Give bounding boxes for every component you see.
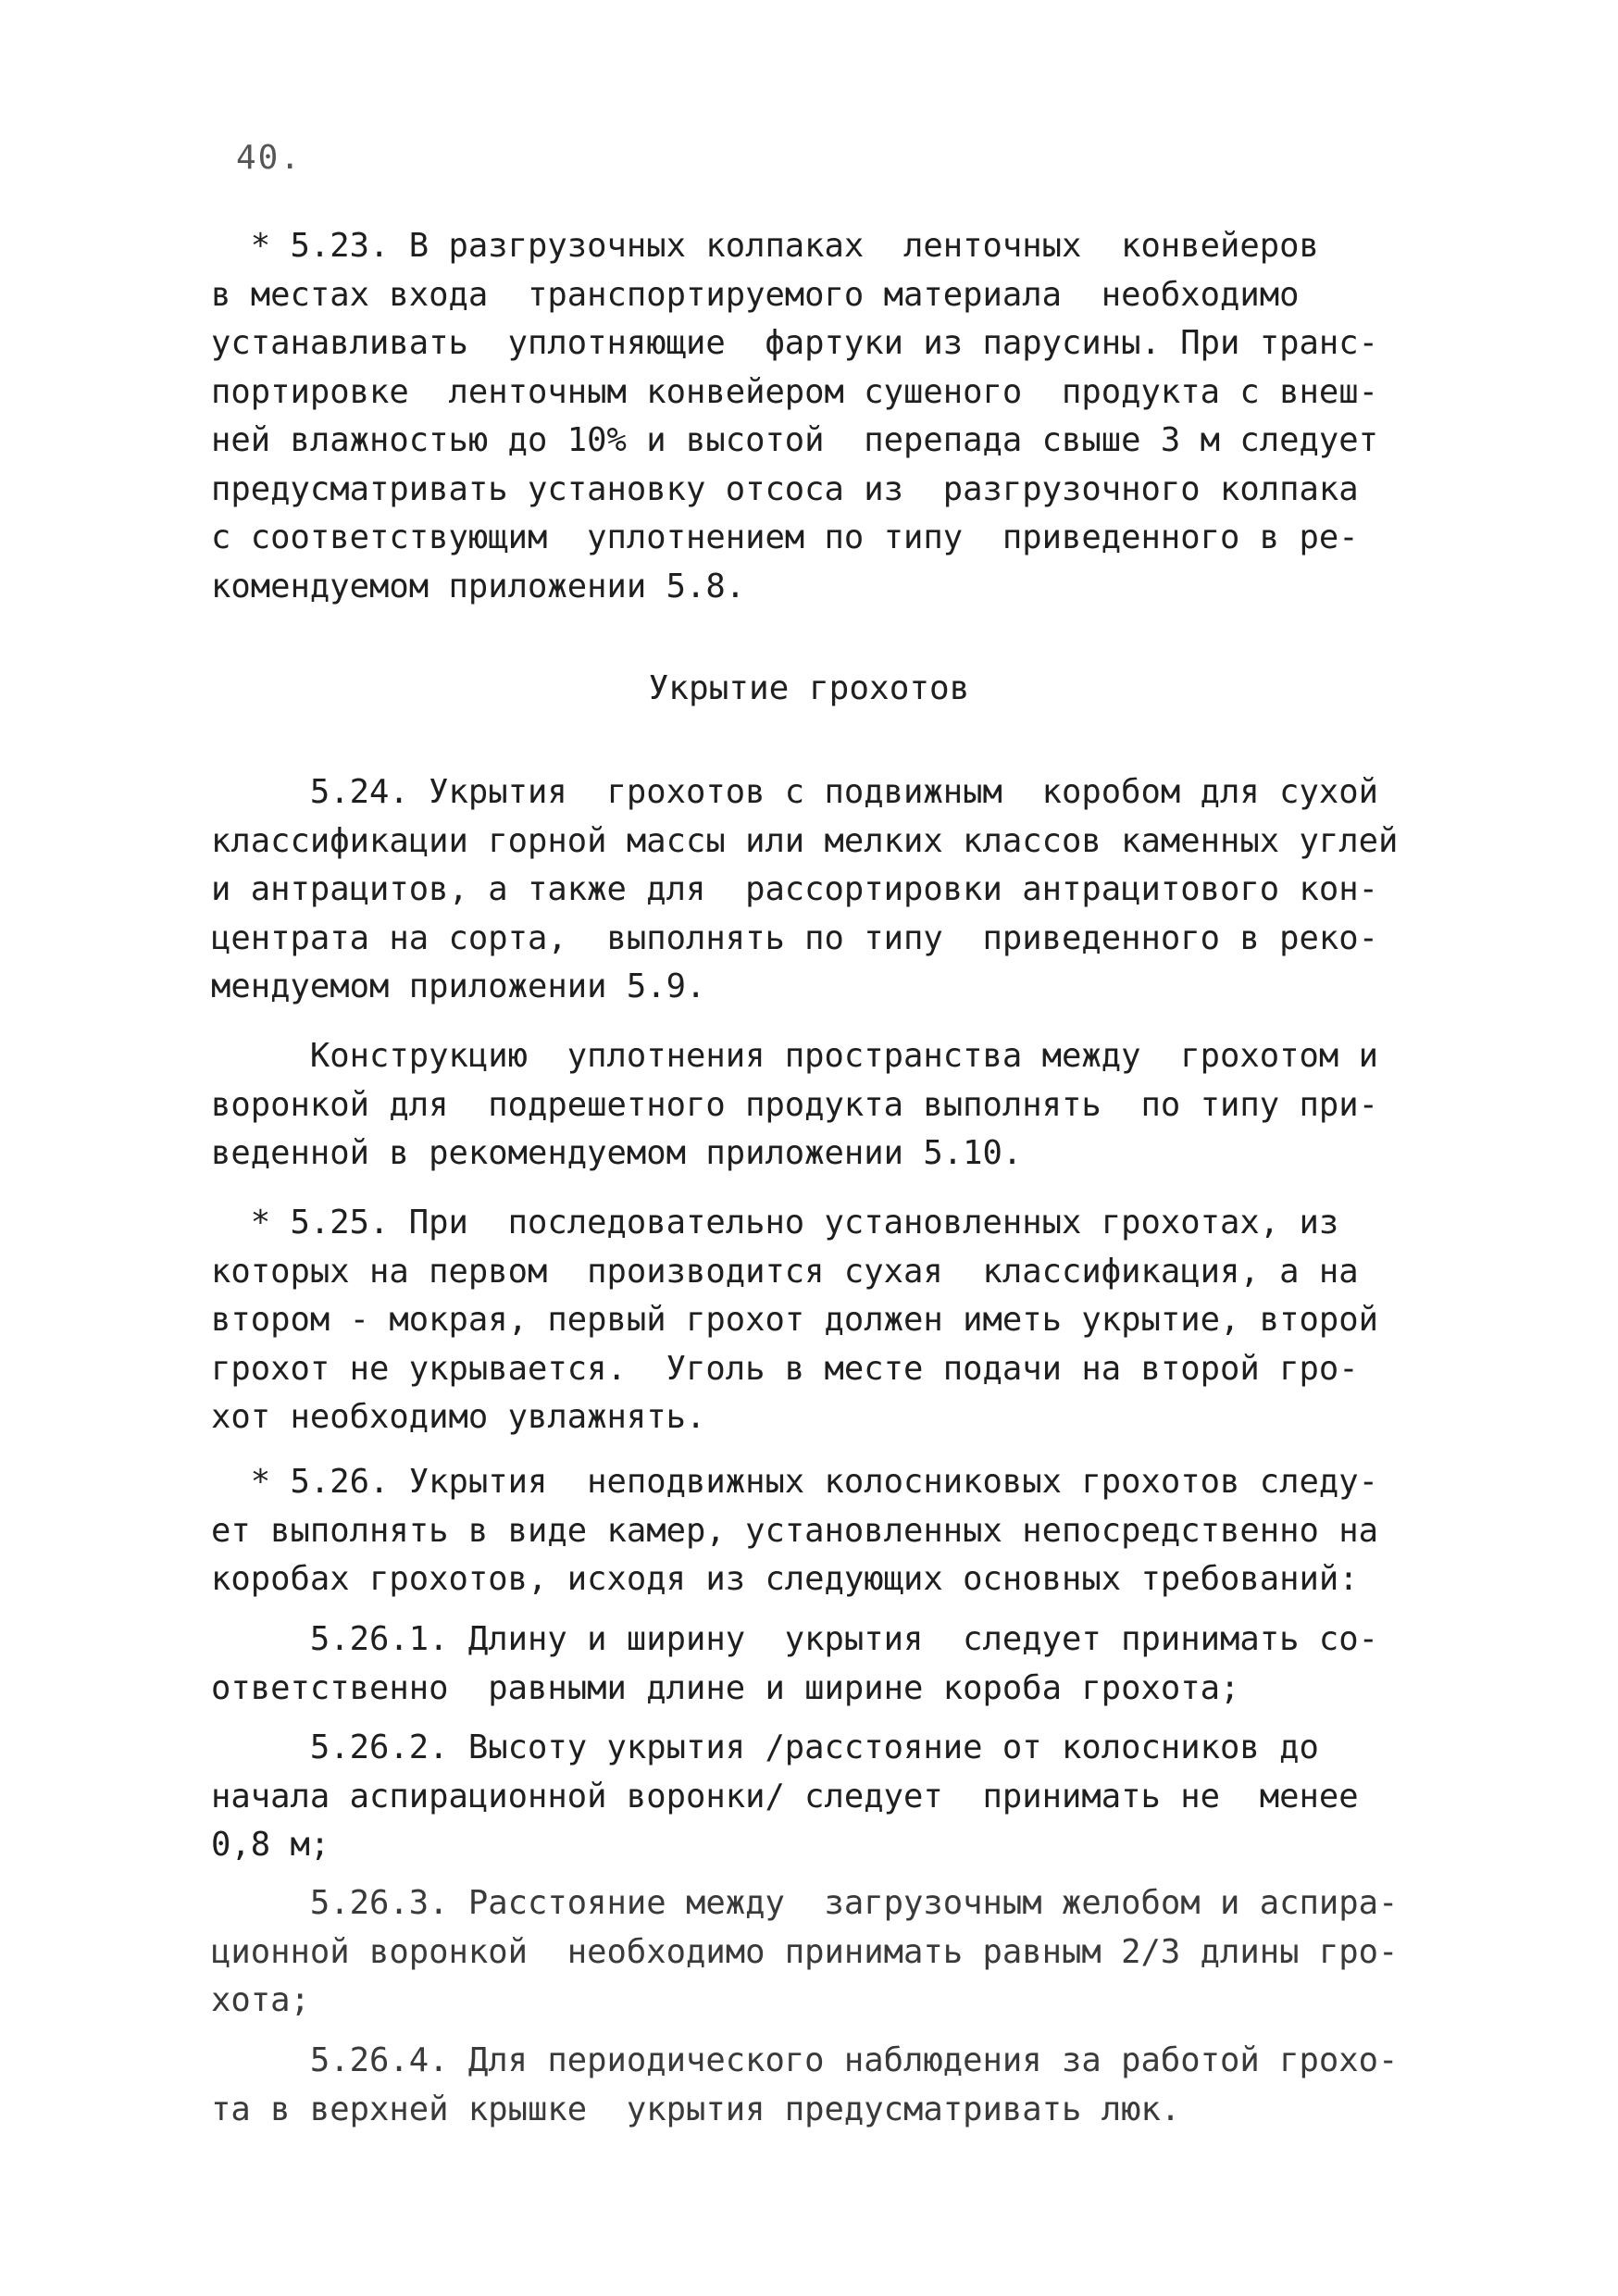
text-line: которых на первом производится сухая классификация, а на bbox=[211, 1252, 1359, 1291]
paragraph-5-26-1 bbox=[211, 1616, 1442, 1713]
paragraph-5-26-2 bbox=[211, 1724, 1442, 1870]
paragraph-5-26-3 bbox=[211, 1879, 1442, 2026]
page-number: 40. bbox=[236, 139, 303, 177]
text-line: веденной в рекомендуемом приложении 5.10. bbox=[211, 1134, 1023, 1172]
text-line: 5.26.1. Длину и ширину укрытия следует принимать со- bbox=[211, 1620, 1378, 1658]
text-line: классификации горной массы или мелких классов каменных углей bbox=[211, 821, 1399, 860]
paragraph-5-26-4 bbox=[211, 2037, 1442, 2134]
text-line: предусматривать установку отсоса из разгрузочного колпака bbox=[211, 469, 1359, 508]
text-line: устанавливать уплотняющие фартуки из парусины. При транс- bbox=[211, 324, 1378, 362]
text-line: коробах грохотов, исходя из следующих основных требований: bbox=[211, 1560, 1359, 1598]
text-line: Конструкцию уплотнения пространства между грохотом и bbox=[211, 1037, 1378, 1075]
text-line: * 5.26. Укрытия неподвижных колосниковых грохотов следу- bbox=[211, 1463, 1378, 1501]
text-line: и антрацитов, а также для рассортировки антрацитового кон- bbox=[211, 870, 1378, 908]
paragraph-5-25 bbox=[211, 1199, 1442, 1442]
paragraph-5-24-construction bbox=[211, 1032, 1442, 1179]
text-line: с соответствующим уплотнением по типу приведенного в ре- bbox=[211, 518, 1359, 556]
text-line: 0,8 м; bbox=[211, 1826, 330, 1864]
text-line: 5.24. Укрытия грохотов с подвижным коробом для сухой bbox=[211, 773, 1378, 811]
text-line: хота; bbox=[211, 1981, 310, 2019]
text-line: ней влажностью до 10% и высотой перепада свыше 3 м следует bbox=[211, 421, 1378, 459]
text-line: 5.26.4. Для периодического наблюдения за работой грохо- bbox=[211, 2041, 1399, 2079]
text-line: мендуемом приложении 5.9. bbox=[211, 967, 706, 1005]
text-line: центрата на сорта, выполнять по типу приведенного в реко- bbox=[211, 918, 1378, 957]
paragraph-5-26 bbox=[211, 1458, 1442, 1604]
paragraph-5-24 bbox=[211, 768, 1442, 1012]
text-line: хот необходимо увлажнять. bbox=[211, 1398, 706, 1436]
text-line: 5.26.3. Расстояние между загрузочным желобом и аспира- bbox=[211, 1884, 1399, 1922]
section-heading: Укрытие грохотов bbox=[648, 669, 970, 707]
text-line: комендуемом приложении 5.8. bbox=[211, 567, 746, 605]
paragraph-5-23 bbox=[211, 222, 1442, 611]
text-line: та в верхней крышке укрытия предусматривать люк. bbox=[211, 2090, 1181, 2128]
text-line: * 5.25. При последовательно установленных грохотах, из bbox=[211, 1204, 1339, 1242]
text-line: 5.26.2. Высоту укрытия /расстояние от колосников до bbox=[211, 1728, 1319, 1766]
text-line: грохот не укрывается. Уголь в месте подачи на второй гро- bbox=[211, 1349, 1359, 1388]
text-line: портировке ленточным конвейером сушеного продукта с внеш- bbox=[211, 372, 1378, 411]
text-line: втором - мокрая, первый грохот должен иметь укрытие, второй bbox=[211, 1301, 1378, 1339]
text-line: ционной воронкой необходимо принимать равным 2/3 длины гро- bbox=[211, 1932, 1399, 1971]
text-line: * 5.23. В разгрузочных колпаках ленточных конвейеров bbox=[211, 227, 1319, 265]
text-line: ет выполнять в виде камер, установленных непосредственно на bbox=[211, 1511, 1378, 1550]
text-line: воронкой для подрешетного продукта выполнять по типу при- bbox=[211, 1085, 1378, 1124]
text-line: начала аспирационной воронки/ следует принимать не менее bbox=[211, 1777, 1359, 1816]
text-line: в местах входа транспортируемого материала необходимо bbox=[211, 275, 1300, 314]
text-line: ответственно равными длине и ширине короба грохота; bbox=[211, 1668, 1240, 1707]
